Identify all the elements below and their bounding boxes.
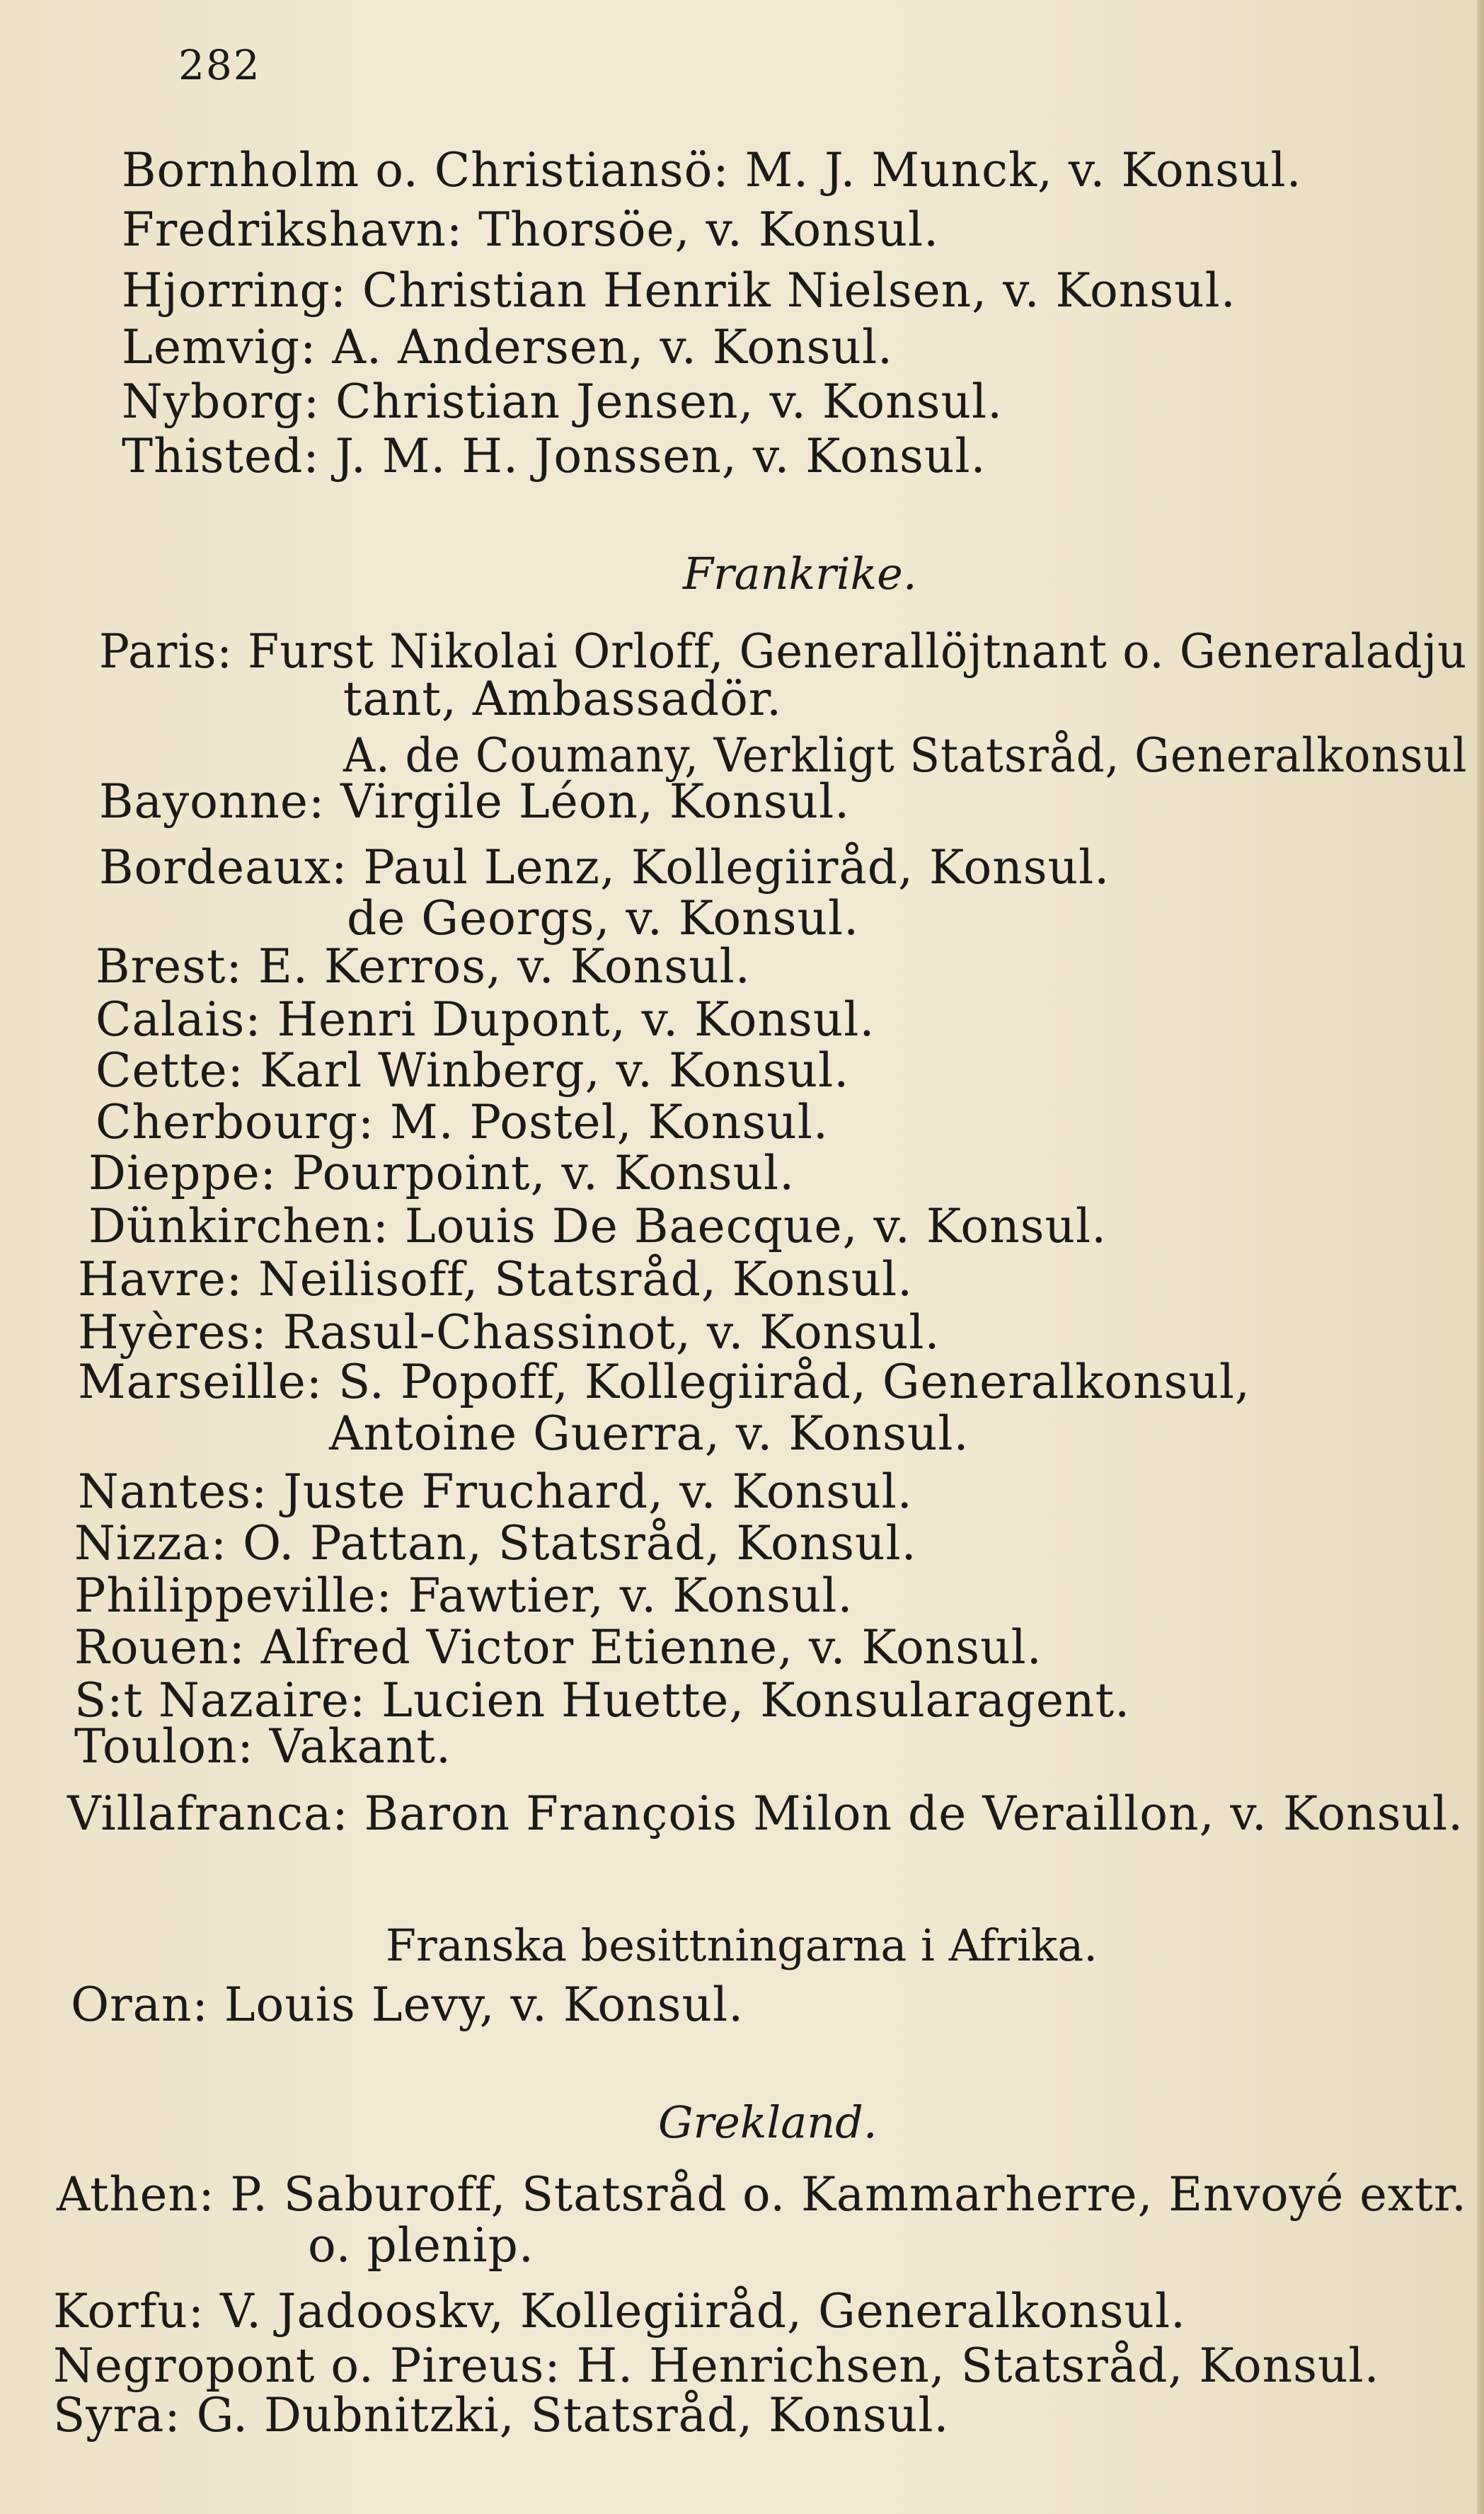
entry-line: Cherbourg: M. Postel, Konsul. [96, 1095, 829, 1149]
section-heading-grekland: Grekland. [658, 2096, 878, 2148]
entry-line: Hjorring: Christian Henrik Nielsen, v. Konsul. [122, 263, 1236, 318]
entry-line: Brest: E. Kerros, v. Konsul. [96, 939, 751, 994]
entry-line: Negropont o. Pireus: H. Henrichsen, Statsråd, Konsul. [53, 2338, 1380, 2393]
entry-line: de Georgs, v. Konsul. [347, 891, 860, 946]
entry-line: Oran: Louis Levy, v. Konsul. [71, 1978, 744, 2032]
entry-line: Cette: Karl Winberg, v. Konsul. [96, 1043, 850, 1098]
entry-line: o. plenip. [308, 2218, 534, 2273]
entry-line: Fredrikshavn: Thorsöe, v. Konsul. [122, 202, 940, 257]
entry-line: Nantes: Juste Fruchard, v. Konsul. [78, 1464, 913, 1519]
entry-line: Hyères: Rasul-Chassinot, v. Konsul. [78, 1305, 941, 1360]
section-heading-frankrike: Frankrike. [683, 548, 917, 599]
entry-line: Calais: Henri Dupont, v. Konsul. [96, 992, 875, 1047]
entry-line: Rouen: Alfred Victor Etienne, v. Konsul. [74, 1620, 1042, 1675]
entry-line: Lemvig: A. Andersen, v. Konsul. [122, 320, 894, 374]
entry-line: Korfu: V. Jadooskv, Kollegiiråd, Generalkonsul. [53, 2284, 1187, 2338]
entry-line: S:t Nazaire: Lucien Huette, Konsularagent. [74, 1673, 1131, 1728]
page-number: 282 [178, 41, 261, 89]
entry-line: Syra: G. Dubnitzki, Statsråd, Konsul. [53, 2388, 950, 2443]
entry-line: tant, Ambassadör. [343, 672, 783, 726]
entry-line: Nyborg: Christian Jensen, v. Konsul. [122, 374, 1003, 429]
entry-line: Bornholm o. Christiansö: M. J. Munck, v. Konsul. [122, 143, 1302, 197]
entry-line: Bordeaux: Paul Lenz, Kollegiiråd, Konsul. [99, 840, 1110, 895]
entry-line: Havre: Neilisoff, Statsråd, Konsul. [78, 1252, 914, 1307]
entry-line: Dieppe: Pourpoint, v. Konsul. [88, 1146, 795, 1200]
entry-line: Marseille: S. Popoff, Kollegiiråd, Generalkonsul, [78, 1355, 1250, 1409]
section-heading-franska-afrika: Franska besittningarna i Afrika. [386, 1919, 1098, 1971]
entry-line: Athen: P. Saburoff, Statsråd o. Kammarherre, Envoyé extr. [57, 2167, 1467, 2222]
entry-line: Paris: Furst Nikolai Orloff, Generallöjtnant o. Generaladju [99, 624, 1468, 679]
entry-line: Antoine Guerra, v. Konsul. [329, 1406, 970, 1461]
entry-line: A. de Coumany, Verkligt Statsråd, Generalkonsul [343, 728, 1468, 783]
page-edge [1477, 0, 1484, 2514]
entry-line: Philippeville: Fawtier, v. Konsul. [74, 1568, 853, 1623]
entry-line: Nizza: O. Pattan, Statsråd, Konsul. [74, 1516, 917, 1571]
entry-line: Villafranca: Baron François Milon de Veraillon, v. Konsul. [67, 1786, 1464, 1841]
entry-line: Toulon: Vakant. [74, 1719, 452, 1774]
entry-line: Thisted: J. M. H. Jonssen, v. Konsul. [122, 429, 987, 483]
entry-line: Dünkirchen: Louis De Baecque, v. Konsul. [88, 1199, 1108, 1253]
entry-line: Bayonne: Virgile Léon, Konsul. [99, 774, 851, 829]
